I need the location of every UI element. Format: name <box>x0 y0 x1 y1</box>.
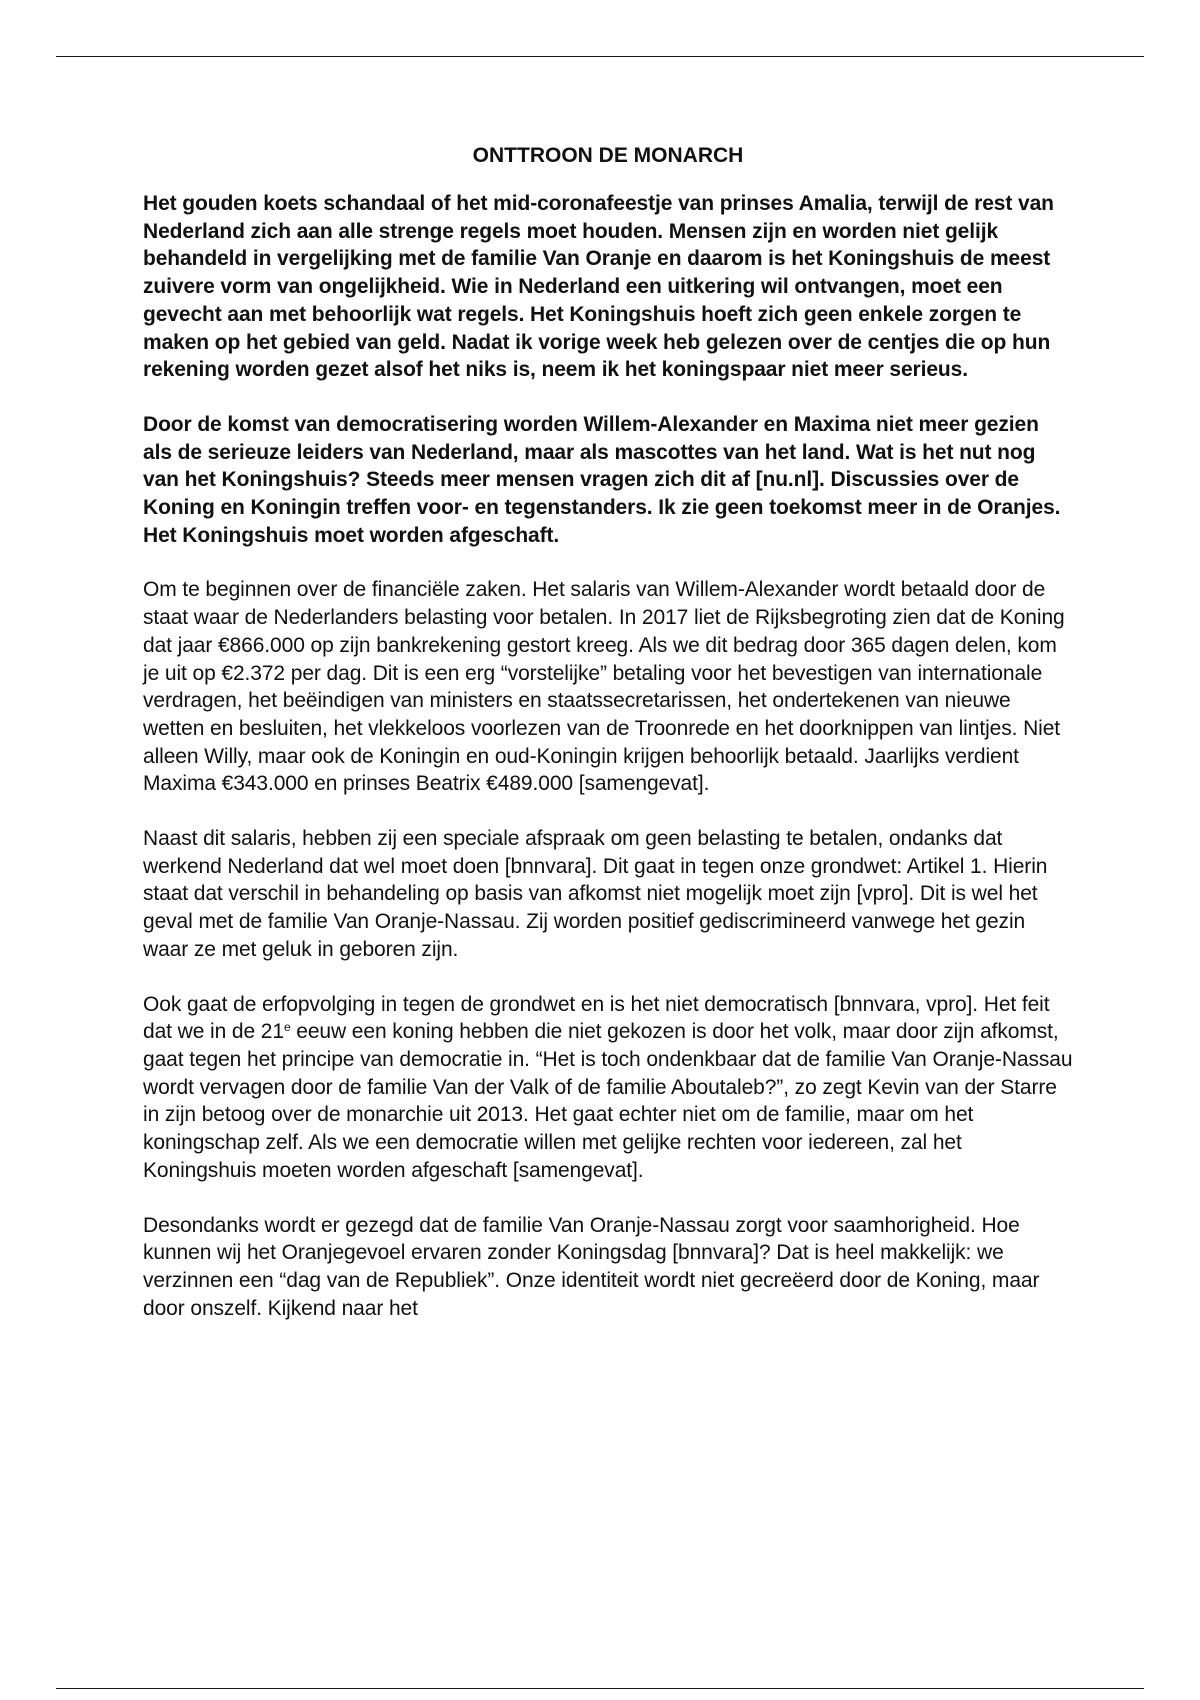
body-paragraph-solidarity: Desondanks wordt er gezegd dat de familie Van Oranje-Nassau zorgt voor saamhorigheid. Hoe kunnen wij het Oranjegevoel ervaren zonder Koningsdag [bnnvara]? Dat is heel makkelijk: we verzinnen een “dag van de Republiek”. Onze identiteit wordt niet gecreëerd door de Koning, maar door onszelf. Kijkend naar het <box>143 1213 1040 1320</box>
intro-paragraph-2: Door de komst van democratisering worden Willem-Alexander en Maxima niet meer gezien als de serieuze leiders van Nederland, maar als mascottes van het land. Wat is het nut nog van het Koningshuis? Steeds meer mensen vragen zich dit af [nu.nl]. Discussies over de Koning en Koningin treffen voor- en tegenstanders. Ik zie geen toekomst meer in de Oranjes. Het Koningshuis moet worden afgeschaft. <box>143 412 1061 547</box>
succession-text-after: eeuw een koning hebben die niet gekozen is door het volk, maar door zijn afkomst, gaat tegen het principe van democratie in. “Het is toch ondenkbaar dat de familie Van Oranje-Nassau wordt vervagen door de familie Van der Valk of de familie Aboutaleb?”, zo zegt Kevin van der Starre in zijn betoog over de monarchie uit 2013. Het gaat echter niet om de familie, maar om het koningschap zelf. Als we een democratie willen met gelijke rechten voor iedereen, zal het Koningshuis moeten worden afgeschaft [samengevat]. <box>143 1020 1073 1182</box>
body-paragraph-succession <box>143 991 1073 1185</box>
body-paragraph-finances: Om te beginnen over de financiële zaken. Het salaris van Willem-Alexander wordt betaald door de staat waar de Nederlanders belasting voor betalen. In 2017 liet de Rijksbegroting zien dat de Koning dat jaar €866.000 op zijn bankrekening gestort kreeg. Als we dit bedrag door 365 dagen delen, kom je uit op €2.372 per dag. Dit is een erg “vorstelijke” betaling voor het bevestigen van internationale verdragen, het beëindigen van ministers en staatssecretarissen, het ondertekenen van nieuwe wetten en besluiten, het vlekkeloos voorlezen van de Troonrede en het doorknippen van lintjes. Niet alleen Willy, maar ook de Koningin en oud-Koningin krijgen behoorlijk betaald. Jaarlijks verdient Maxima €343.000 en prinses Beatrix €489.000 [samengevat]. <box>143 578 1065 796</box>
page-title: ONTTROON DE MONARCH <box>472 144 744 167</box>
succession-text-before: Ook gaat de erfopvolging in tegen de grondwet en is het niet democratisch [bnnvara, vpro]. Het feit dat we in de 21 <box>143 992 1050 1044</box>
bottom-rule <box>56 1688 1144 1689</box>
document-body <box>143 138 1073 1349</box>
century-superscript: e <box>283 1020 291 1035</box>
top-rule <box>56 56 1144 57</box>
body-paragraph-tax: Naast dit salaris, hebben zij een speciale afspraak om geen belasting te betalen, ondanks dat werkend Nederland dat wel moet doen [bnnvara]. Dit gaat in tegen onze grondwet: Artikel 1. Hierin staat dat verschil in behandeling op basis van afkomst niet mogelijk moet zijn [vpro]. Dit is wel het geval met de familie Van Oranje-Nassau. Zij worden positief gediscrimineerd vanwege het gezin waar ze met geluk in geboren zijn. <box>143 827 1048 961</box>
intro-paragraph-1: Het gouden koets schandaal of het mid-coronafeestje van prinses Amalia, terwijl de rest van Nederland zich aan alle strenge regels moet houden. Mensen zijn en worden niet gelijk behandeld in vergelijking met de familie Van Oranje en daarom is het Koningshuis de meest zuivere vorm van ongelijkheid. Wie in Nederland een uitkering wil ontvangen, moet een gevecht aan met behoorlijk wat regels. Het Koningshuis hoeft zich geen enkele zorgen te maken op het gebied van geld. Nadat ik vorige week heb gelezen over de centjes die op hun rekening worden gezet alsof het niks is, neem ik het koningspaar niet meer serieus. <box>143 192 1054 382</box>
